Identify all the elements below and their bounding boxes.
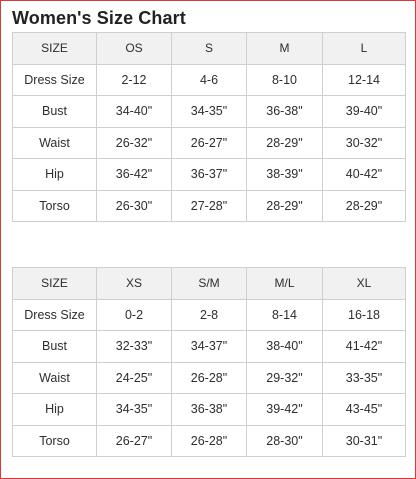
table-cell: 26-30": [97, 190, 172, 222]
table-cell: 32-33": [97, 331, 172, 363]
row-label: Hip: [13, 159, 97, 191]
header-cell: XS: [97, 268, 172, 300]
table-cell: 2-8: [172, 299, 247, 331]
table-cell: 39-40": [323, 96, 406, 128]
table-header-row: [13, 268, 406, 300]
header-cell: S: [172, 33, 247, 65]
table-cell: 30-32": [323, 127, 406, 159]
header-cell: OS: [97, 33, 172, 65]
row-label: Bust: [13, 96, 97, 128]
table-cell: 26-27": [97, 425, 172, 457]
table-row: [13, 127, 406, 159]
table-cell: 41-42": [323, 331, 406, 363]
table-cell: 28-29": [323, 190, 406, 222]
table-cell: 39-42": [247, 394, 323, 426]
header-cell: M/L: [247, 268, 323, 300]
table-cell: 38-40": [247, 331, 323, 363]
table-cell: 36-38": [172, 394, 247, 426]
row-label: Bust: [13, 331, 97, 363]
table-cell: 12-14: [323, 64, 406, 96]
table-cell: 34-40": [97, 96, 172, 128]
row-label: Dress Size: [13, 299, 97, 331]
row-label: Hip: [13, 394, 97, 426]
table-cell: 28-29": [247, 127, 323, 159]
row-label: Torso: [13, 190, 97, 222]
size-table-standard: [12, 32, 406, 222]
table-row: [13, 159, 406, 191]
table-cell: 27-28": [172, 190, 247, 222]
table-header-row: [13, 33, 406, 65]
table-cell: 8-14: [247, 299, 323, 331]
header-cell: SIZE: [13, 268, 97, 300]
header-cell: M: [247, 33, 323, 65]
table-cell: 28-29": [247, 190, 323, 222]
page-title: Women's Size Chart: [12, 8, 186, 28]
table-cell: 34-35": [172, 96, 247, 128]
table-cell: 2-12: [97, 64, 172, 96]
table-cell: 26-28": [172, 362, 247, 394]
table-cell: 36-38": [247, 96, 323, 128]
header-cell: XL: [323, 268, 406, 300]
row-label: Torso: [13, 425, 97, 457]
table-row: [13, 96, 406, 128]
table-cell: 34-35": [97, 394, 172, 426]
row-label: Waist: [13, 362, 97, 394]
table-cell: 40-42": [323, 159, 406, 191]
table-cell: 29-32": [247, 362, 323, 394]
size-table-extended: [12, 267, 406, 457]
row-label: Dress Size: [13, 64, 97, 96]
table-cell: 36-42": [97, 159, 172, 191]
table-row: [13, 190, 406, 222]
table-row: [13, 425, 406, 457]
table-cell: 36-37": [172, 159, 247, 191]
table-cell: 26-32": [97, 127, 172, 159]
table-cell: 28-30": [247, 425, 323, 457]
table-cell: 0-2: [97, 299, 172, 331]
header-cell: S/M: [172, 268, 247, 300]
row-label: Waist: [13, 127, 97, 159]
table-cell: 26-28": [172, 425, 247, 457]
table-cell: 30-31": [323, 425, 406, 457]
header-cell: L: [323, 33, 406, 65]
table-row: [13, 64, 406, 96]
table-cell: 8-10: [247, 64, 323, 96]
table-row: [13, 394, 406, 426]
table-row: [13, 299, 406, 331]
table-cell: 34-37": [172, 331, 247, 363]
table-cell: 24-25": [97, 362, 172, 394]
table-cell: 4-6: [172, 64, 247, 96]
table-cell: 38-39": [247, 159, 323, 191]
table-cell: 26-27": [172, 127, 247, 159]
table-cell: 16-18: [323, 299, 406, 331]
header-cell: SIZE: [13, 33, 97, 65]
table-cell: 43-45": [323, 394, 406, 426]
table-row: [13, 331, 406, 363]
table-cell: 33-35": [323, 362, 406, 394]
table-row: [13, 362, 406, 394]
